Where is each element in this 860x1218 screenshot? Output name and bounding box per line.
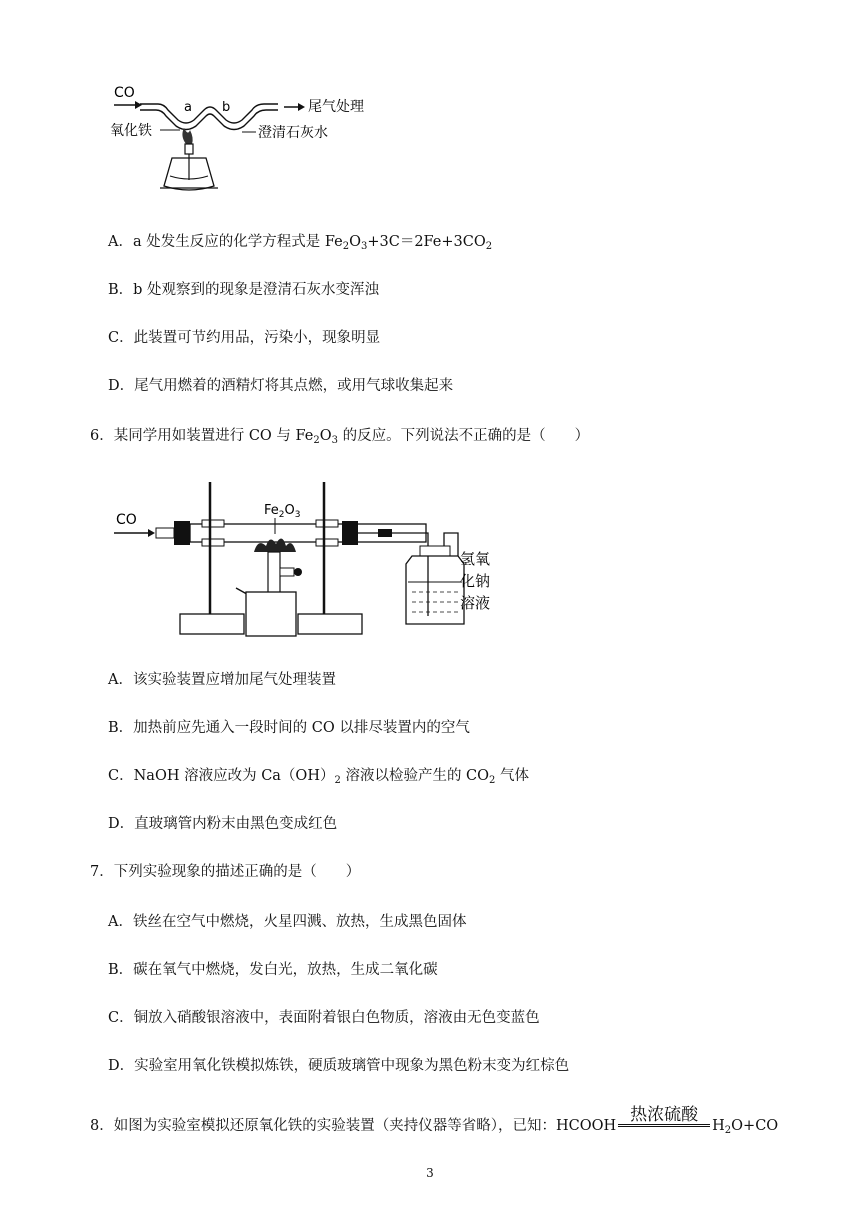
q6-option-c-letter: C．	[108, 768, 134, 784]
q6-option-c-sub2: 2	[489, 775, 496, 786]
q5-option-a-text: a 处发生反应的化学方程式是 Fe	[132, 234, 343, 250]
fig2-left-stopper	[174, 521, 190, 545]
fig2-right-stopper	[342, 521, 358, 545]
q7-option-b-letter: B．	[108, 962, 134, 978]
fig1-flame	[182, 128, 192, 144]
q5-option-b-letter: B．	[108, 282, 134, 298]
q6-stem-sub2: 3	[331, 435, 339, 446]
q8-product-h: H	[712, 1118, 725, 1134]
q5-option-b-text: b 处观察到的现象是澄清石灰水变浑浊	[133, 282, 380, 298]
q7-option-a	[108, 912, 466, 932]
page-number: 3	[426, 1166, 434, 1180]
fig2-naoh-label-1: 氢氧	[460, 550, 491, 568]
q6-stem	[90, 426, 589, 451]
q6-stem-sub1: 2	[313, 435, 320, 446]
fig1-arrow-out-head	[298, 103, 305, 111]
q8-stem-pre: 8．如图为实验室模拟还原氧化铁的实验装置（夹持仪器等省略），已知：HCOOH	[90, 1118, 617, 1134]
q6-option-c-post: 气体	[495, 768, 530, 784]
q6-option-c-pre: NaOH 溶液应改为 Ca（OH）	[133, 768, 335, 784]
q5-option-c-letter: C．	[108, 330, 134, 346]
q7-option-c	[108, 1008, 540, 1028]
q6-option-d	[108, 814, 337, 834]
q5-option-d-letter: D．	[108, 378, 135, 394]
q5-option-a-sub2: 3	[360, 241, 368, 252]
fig1-limewater-label: 澄清石灰水	[258, 125, 328, 141]
fig1-tail-gas-label: 尾气处理	[308, 99, 364, 115]
q5-option-d-text: 尾气用燃着的酒精灯将其点燃，或用气球收集起来	[134, 378, 454, 394]
fig2-burner-knob	[294, 568, 302, 576]
q7-stem: 7．下列实验现象的描述正确的是（ ）	[90, 864, 361, 880]
fig1-arrow-in-head	[135, 101, 142, 109]
fig2-naoh-label-2: 化钠	[460, 572, 491, 590]
q7-option-b	[108, 960, 438, 980]
q8-reaction-condition: 热浓硫酸	[618, 1106, 710, 1127]
fig2-fe2o3-sub1: 2	[278, 510, 285, 520]
fig1-label-b: b	[222, 100, 231, 115]
fig2-wash-bottle	[406, 556, 464, 624]
q6-option-b-letter: B．	[108, 720, 134, 736]
q6-option-b-text: 加热前应先通入一段时间的 CO 以排尽装置内的空气	[133, 720, 470, 736]
q6-option-a-letter: A．	[108, 672, 133, 688]
fig2-naoh-label-3: 溶液	[460, 594, 491, 612]
q5-option-a-letter: A．	[108, 234, 133, 250]
fig2-inlet-tube	[156, 528, 174, 538]
q8-product-post: O+CO	[731, 1118, 779, 1134]
q6-option-a	[108, 670, 336, 690]
q5-option-c-text: 此装置可节约用品，污染小，现象明显	[133, 330, 381, 346]
q5-option-a	[108, 232, 492, 257]
fig2-stand-left-base	[180, 614, 244, 634]
q7-option-d	[108, 1056, 569, 1076]
fig2-clamp-right-top	[316, 520, 338, 527]
fig1-co-label: CO	[114, 85, 135, 101]
figure-co-fe2o3-apparatus	[108, 476, 528, 641]
q5-option-a-sub1: 2	[342, 241, 350, 252]
q8-product-sub: 2	[724, 1125, 732, 1136]
q6-stem-post: 的反应。下列说法不正确的是（ ）	[338, 428, 590, 444]
fig2-arrow-in-head	[148, 529, 155, 537]
q6-option-b	[108, 718, 470, 738]
q6-option-a-text: 该实验装置应增加尾气处理装置	[132, 672, 336, 688]
fig1-wick-holder	[185, 144, 193, 154]
fig2-co-label: CO	[116, 512, 137, 528]
q5-option-a-mid1: O	[349, 234, 361, 250]
fig2-fe2o3-label	[264, 503, 300, 520]
fig2-burner-base	[246, 592, 296, 636]
q6-option-c-mid: 溶液以检验产生的 CO	[340, 768, 490, 784]
q7-option-c-letter: C．	[108, 1010, 134, 1026]
q7-option-a-text: 铁丝在空气中燃烧，火星四溅、放热，生成黑色固体	[132, 914, 467, 930]
fig1-label-a: a	[184, 100, 192, 115]
q6-option-d-letter: D．	[108, 816, 135, 832]
q6-stem-mid: O	[319, 428, 332, 444]
figure-co-reduction-simple	[100, 80, 400, 205]
fig2-bottle-stopper	[420, 546, 450, 556]
q6-stem-pre: 6．某同学用如装置进行 CO 与 Fe	[90, 428, 314, 444]
fig2-fe2o3-main: Fe	[264, 503, 279, 518]
q5-option-d	[108, 376, 453, 396]
fig2-burner-valve	[280, 568, 294, 576]
fig2-clamp-left-bottom	[202, 539, 224, 546]
q5-option-a-mid2: +3C＝2Fe+3CO	[367, 234, 486, 250]
q7-option-c-text: 铜放入硝酸银溶液中，表面附着银白色物质，溶液由无色变蓝色	[133, 1010, 540, 1026]
q6-option-c-sub1: 2	[334, 775, 341, 786]
q7-option-a-letter: A．	[108, 914, 133, 930]
fig2-fe2o3-o: O	[284, 503, 295, 518]
fig2-clamp-right-bottom	[316, 539, 338, 546]
q7-option-d-letter: D．	[108, 1058, 135, 1074]
q6-option-d-text: 直玻璃管内粉末由黑色变成红色	[134, 816, 338, 832]
fig2-rubber-joint	[378, 529, 392, 537]
fig1-iron-oxide-label: 氧化铁	[110, 123, 152, 139]
q7-option-d-text: 实验室用氧化铁模拟炼铁，硬质玻璃管中现象为黑色粉末变为红棕色	[134, 1058, 570, 1074]
q5-option-a-sub3: 2	[485, 241, 493, 252]
q5-option-b	[108, 280, 379, 300]
fig2-stand-right-base	[298, 614, 362, 634]
fig2-fe2o3-sub2: 3	[294, 510, 301, 520]
q7-option-b-text: 碳在氧气中燃烧，发白光，放热，生成二氧化碳	[133, 962, 438, 978]
q5-option-c	[108, 328, 380, 348]
q6-option-c	[108, 766, 529, 791]
fig2-clamp-left-top	[202, 520, 224, 527]
q8-stem	[90, 1105, 779, 1141]
